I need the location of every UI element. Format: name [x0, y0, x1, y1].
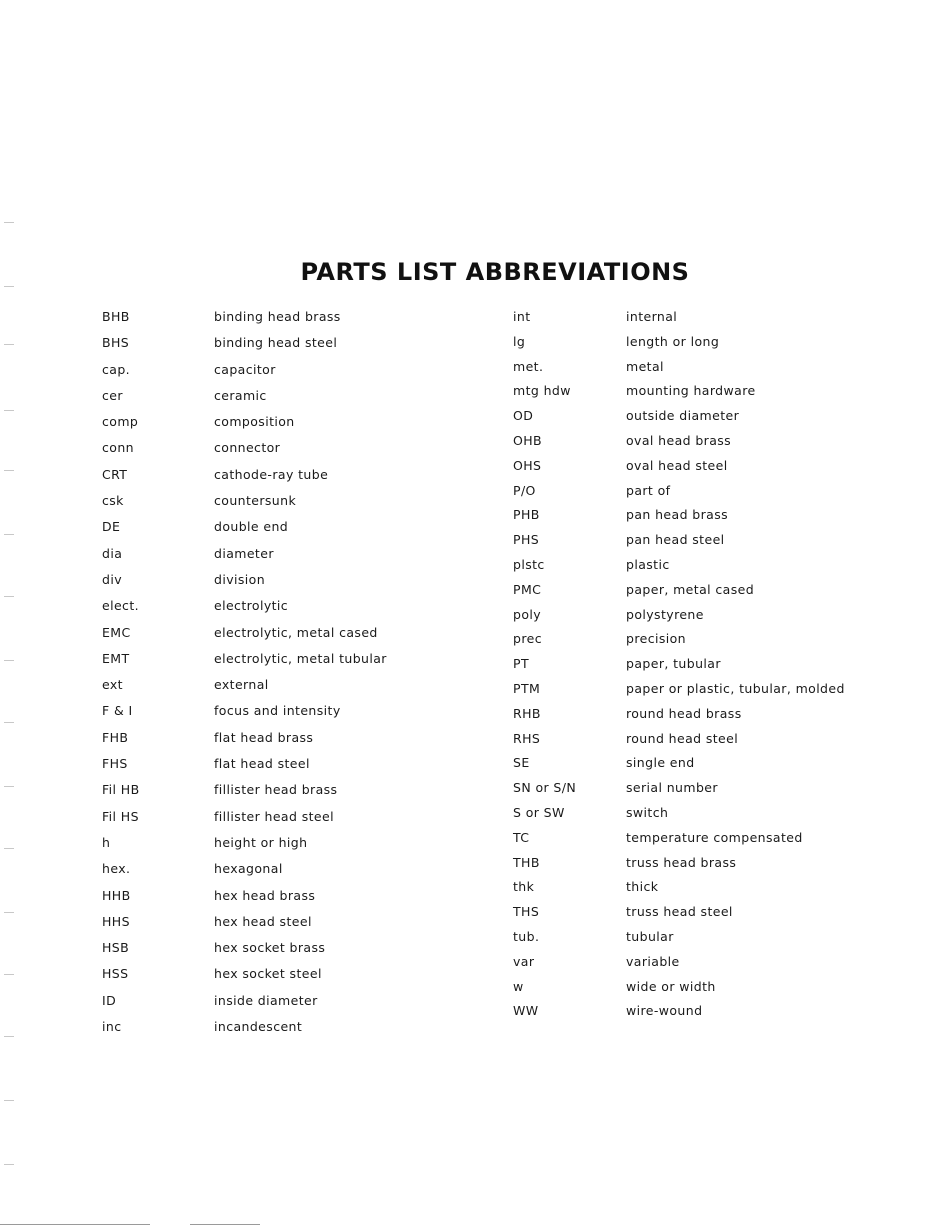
abbreviation: ID — [102, 992, 117, 1008]
abbreviation-meaning: switch — [626, 804, 669, 820]
abbreviation: thk — [513, 879, 535, 895]
scan-bottom-rule — [190, 1224, 260, 1225]
abbreviation-meaning: electrolytic — [214, 598, 289, 614]
abbreviation: EMT — [102, 650, 130, 666]
abbreviation: PHS — [513, 532, 540, 548]
abbreviation-meaning: temperature compensated — [626, 829, 803, 845]
abbreviation: HHB — [102, 887, 131, 903]
abbreviation-meaning: inside diameter — [214, 992, 318, 1008]
abbreviation-meaning: round head steel — [626, 730, 739, 746]
abbreviation: SE — [513, 755, 530, 771]
abbreviation: HSS — [102, 966, 129, 982]
abbreviation: BHS — [102, 335, 130, 351]
abbreviation-meaning: length or long — [626, 333, 720, 349]
abbreviation-meaning: outside diameter — [626, 408, 740, 424]
scan-edge-mark — [4, 974, 14, 975]
page-title: PARTS LIST ABBREVIATIONS — [300, 258, 690, 286]
abbreviation-meaning: part of — [626, 482, 671, 498]
abbreviation: cap. — [102, 361, 131, 377]
abbreviation-meaning: hex socket brass — [214, 940, 326, 956]
scan-edge-mark — [4, 596, 14, 597]
abbreviation-meaning: fillister head steel — [214, 808, 334, 824]
abbreviation: CRT — [102, 466, 128, 482]
abbreviation: P/O — [513, 482, 536, 498]
abbreviation: Fil HB — [102, 782, 140, 798]
abbreviation: PT — [513, 656, 529, 672]
abbreviation-meaning: connector — [214, 440, 281, 456]
abbreviation: HSB — [102, 940, 130, 956]
abbreviation-meaning: cathode-ray tube — [214, 466, 329, 482]
abbreviation: THS — [513, 904, 540, 920]
abbreviation: THB — [513, 854, 540, 870]
abbreviation-meaning: mounting hardware — [626, 383, 756, 399]
abbreviation: ext — [102, 677, 123, 693]
abbreviation: Fil HS — [102, 808, 139, 824]
abbreviation-meaning: flat head brass — [214, 729, 314, 745]
abbreviation-meaning: double end — [214, 519, 289, 535]
abbreviation: csk — [102, 493, 124, 509]
abbreviation: DE — [102, 519, 121, 535]
abbreviation: dia — [102, 545, 123, 561]
abbreviation-meaning: truss head steel — [626, 904, 733, 920]
scan-edge-mark — [4, 722, 14, 723]
abbreviation-meaning: external — [214, 677, 269, 693]
abbreviation: TC — [513, 829, 530, 845]
abbreviation-meaning: hex socket steel — [214, 966, 322, 982]
abbreviation-meaning: pan head brass — [626, 507, 729, 523]
abbreviation-meaning: diameter — [214, 545, 274, 561]
abbreviation-meaning: incandescent — [214, 1019, 303, 1035]
abbreviation-meaning: ceramic — [214, 387, 267, 403]
abbreviation: conn — [102, 440, 134, 456]
abbreviation: prec — [513, 631, 542, 647]
abbreviation: PMC — [513, 581, 542, 597]
abbreviation-meaning: metal — [626, 358, 664, 374]
scan-edge-mark — [4, 222, 14, 223]
abbreviation-meaning: plastic — [626, 556, 670, 572]
abbreviation-meaning: thick — [626, 879, 659, 895]
abbreviation: F & I — [102, 703, 133, 719]
abbreviation-meaning: serial number — [626, 780, 718, 796]
scan-edge-mark — [4, 848, 14, 849]
abbreviation-meaning: electrolytic, metal cased — [214, 624, 378, 640]
abbreviation: RHS — [513, 730, 541, 746]
scan-edge-mark — [4, 1100, 14, 1101]
abbreviation-meaning: composition — [214, 414, 295, 430]
abbreviation-meaning: focus and intensity — [214, 703, 341, 719]
abbreviation-meaning: hexagonal — [214, 861, 283, 877]
abbreviation-meaning: wire-wound — [626, 1003, 703, 1019]
abbreviation: poly — [513, 606, 542, 622]
abbreviation-meaning: truss head brass — [626, 854, 737, 870]
abbreviation: tub. — [513, 928, 540, 944]
abbreviation: OHS — [513, 457, 542, 473]
abbreviation-meaning: tubular — [626, 928, 674, 944]
abbreviation-meaning: internal — [626, 309, 678, 324]
abbreviation: FHB — [102, 729, 129, 745]
abbreviation: RHB — [513, 705, 541, 721]
scan-edge-mark — [4, 786, 14, 787]
abbreviation-meaning: flat head steel — [214, 756, 310, 772]
scan-edge-mark — [4, 660, 14, 661]
abbreviation: BHB — [102, 309, 130, 324]
scan-edge-mark — [4, 470, 14, 471]
abbreviation-meaning: pan head steel — [626, 532, 725, 548]
abbreviation: S or SW — [513, 804, 565, 820]
abbreviation: cer — [102, 387, 123, 403]
abbreviation-meaning: paper, metal cased — [626, 581, 755, 597]
abbreviation: w — [513, 978, 524, 994]
abbreviation-meaning: polystyrene — [626, 606, 704, 622]
abbreviation-meaning: division — [214, 571, 266, 587]
abbreviation-meaning: electrolytic, metal tubular — [214, 650, 387, 666]
abbreviation-meaning: single end — [626, 755, 695, 771]
abbreviation-meaning: binding head brass — [214, 309, 341, 324]
abbreviation-meaning: hex head brass — [214, 887, 316, 903]
abbreviation: OHB — [513, 432, 543, 448]
abbreviation: hex. — [102, 861, 131, 877]
abbreviation: OD — [513, 408, 534, 424]
abbreviation-meaning: fillister head brass — [214, 782, 338, 798]
abbreviation: EMC — [102, 624, 131, 640]
abbreviation-meaning: variable — [626, 953, 680, 969]
abbreviation: int — [513, 309, 531, 324]
abbreviation-meaning: binding head steel — [214, 335, 338, 351]
abbreviation-meaning: round head brass — [626, 705, 742, 721]
abbreviation-meaning: capacitor — [214, 361, 276, 377]
abbreviation: WW — [513, 1003, 539, 1019]
abbreviation-meaning: wide or width — [626, 978, 716, 994]
abbreviation: mtg hdw — [513, 383, 571, 399]
abbreviation-meaning: countersunk — [214, 493, 297, 509]
abbreviation: SN or S/N — [513, 780, 577, 796]
abbreviation-meaning: precision — [626, 631, 686, 647]
scan-edge-mark — [4, 534, 14, 535]
scan-edge-mark — [4, 1036, 14, 1037]
abbreviation: lg — [513, 333, 526, 349]
scan-edge-mark — [4, 344, 14, 345]
abbreviation: plstc — [513, 556, 545, 572]
abbreviation: inc — [102, 1019, 122, 1035]
abbreviation: div — [102, 571, 123, 587]
abbreviation: FHS — [102, 756, 128, 772]
scan-edge-marks — [4, 0, 14, 1229]
scan-edge-mark — [4, 286, 14, 287]
abbreviation-meaning: paper or plastic, tubular, molded — [626, 680, 845, 696]
abbreviation: PTM — [513, 680, 541, 696]
abbreviation: met. — [513, 358, 544, 374]
abbreviation: elect. — [102, 598, 140, 614]
scan-edge-mark — [4, 1164, 14, 1165]
scan-edge-mark — [4, 410, 14, 411]
abbreviation-meaning: oval head brass — [626, 432, 732, 448]
abbreviation: var — [513, 953, 535, 969]
abbreviation-meaning: paper, tubular — [626, 656, 721, 672]
abbreviation: HHS — [102, 913, 130, 929]
abbreviation: PHB — [513, 507, 540, 523]
scan-bottom-rule — [0, 1224, 150, 1225]
abbreviation: h — [102, 834, 111, 850]
abbreviation-meaning: hex head steel — [214, 913, 312, 929]
abbreviation-meaning: height or high — [214, 834, 308, 850]
scan-edge-mark — [4, 912, 14, 913]
abbreviation-meaning: oval head steel — [626, 457, 728, 473]
abbreviation: comp — [102, 414, 139, 430]
